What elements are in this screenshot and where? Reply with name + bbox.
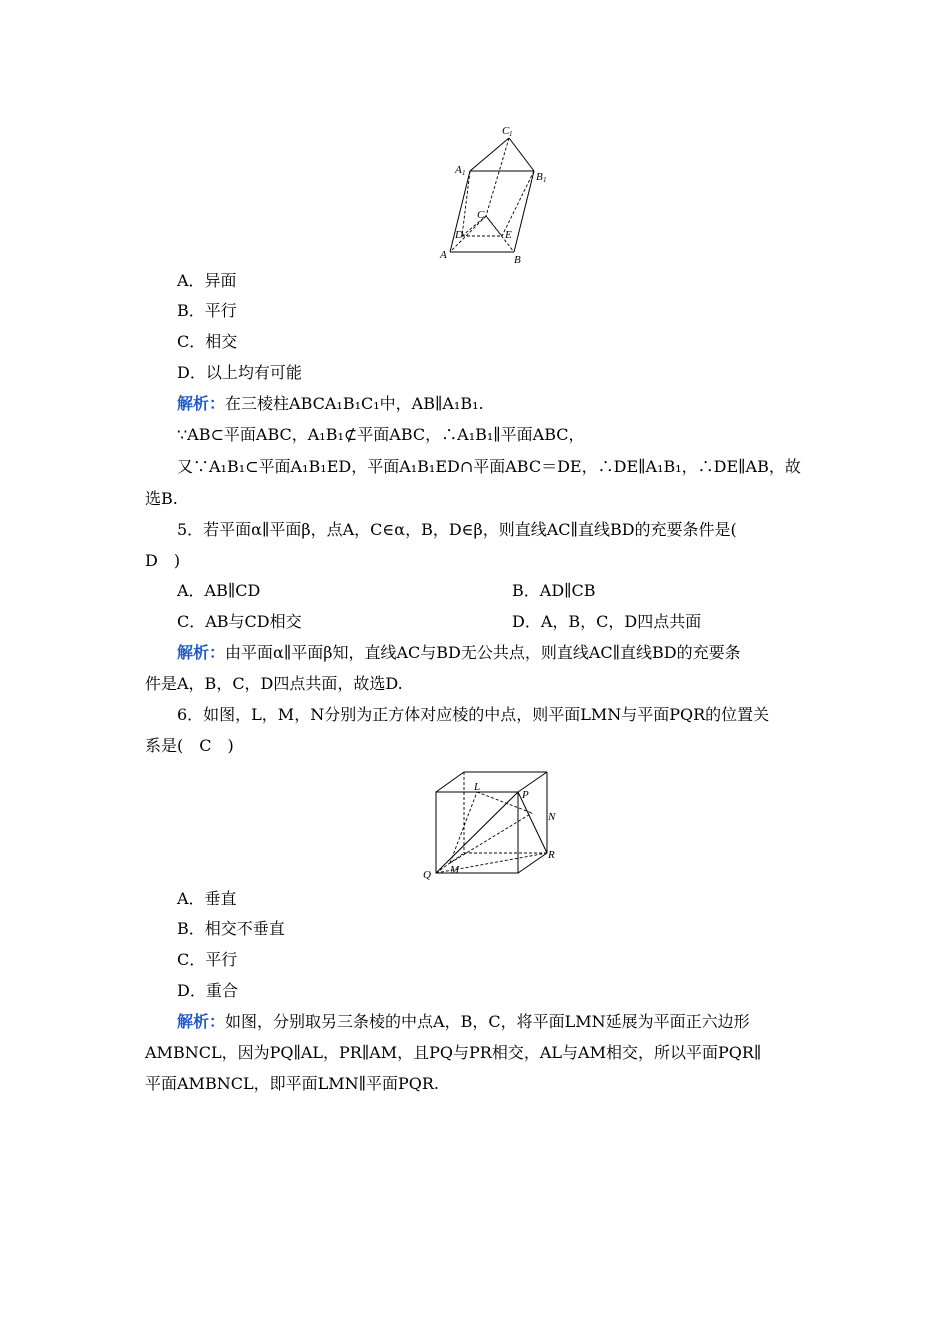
q6-option-b: B．相交不垂直	[177, 919, 285, 938]
q5-stem-line-2: D )	[145, 551, 181, 570]
vertex-label-b: B	[514, 254, 521, 266]
q6-option-a: A．垂直	[177, 889, 237, 908]
cube-label-p: P	[522, 789, 529, 801]
cube-diagram	[420, 765, 570, 885]
vertex-label-a1: A	[455, 164, 462, 176]
q6-analysis-line-1: 解析：如图，分别取另三条棱的中点A，B，C，将平面LMN延展为平面正六边形	[177, 1012, 750, 1031]
cube-label-n: N	[548, 811, 556, 823]
analysis-label: 解析：	[177, 394, 226, 413]
q5-analysis-line-2: 件是A，B，C，D四点共面，故选D.	[145, 674, 403, 693]
vertex-label-e: E	[505, 229, 512, 241]
q4-option-c: C．相交	[177, 332, 238, 351]
vertex-label-b1: B	[536, 171, 543, 183]
q6-stem-line-1: 6．如图，L，M，N分别为正方体对应棱的中点，则平面LMN与平面PQR的位置关	[177, 705, 770, 724]
q4-analysis-line-2: ∵AB⊂平面ABC，A₁B₁⊄平面ABC，∴A₁B₁∥平面ABC，	[177, 425, 585, 444]
svg-text:1: 1	[543, 176, 547, 184]
q6-option-c: C．平行	[177, 950, 238, 969]
q5-option-b: B．AD∥CB	[512, 581, 596, 600]
q5-option-a: A．AB∥CD	[177, 581, 261, 600]
q5-analysis-line-1: 解析：由平面α∥平面β知，直线AC与BD无公共点，则直线AC∥直线BD的充要条	[177, 643, 741, 662]
q4-option-a: A．异面	[177, 271, 237, 290]
vertex-label-a: A	[440, 249, 447, 261]
prism-diagram	[430, 118, 570, 268]
prism-figure	[430, 118, 570, 268]
q4-option-d: D．以上均有可能	[177, 363, 302, 382]
q4-analysis-line-1: 解析：在三棱柱ABCA₁B₁C₁中，AB∥A₁B₁.	[177, 394, 484, 413]
q4-option-b: B．平行	[177, 301, 237, 320]
q6-stem-line-2: 系是( C )	[145, 736, 234, 755]
q6-analysis-line-2: AMBNCL，因为PQ∥AL，PR∥AM，且PQ与PR相交，AL与AM相交，所以平面PQR∥	[145, 1043, 762, 1062]
q4-analysis-line-3: 又∵A₁B₁⊂平面A₁B₁ED，平面A₁B₁ED∩平面ABC＝DE，∴DE∥A₁B₁，∴DE∥AB，故	[177, 457, 801, 476]
cube-label-m: M	[450, 864, 460, 876]
cube-label-l: L	[474, 781, 481, 793]
analysis-label: 解析：	[177, 1012, 226, 1031]
q5-option-c: C．AB与CD相交	[177, 612, 302, 631]
q5-stem-line-1: 5．若平面α∥平面β，点A，C∈α，B，D∈β，则直线AC∥直线BD的充要条件是(	[177, 520, 737, 539]
q6-analysis-line-3: 平面AMBNCL，即平面LMN∥平面PQR.	[145, 1074, 439, 1093]
q6-option-d: D．重合	[177, 981, 238, 1000]
cube-figure	[420, 765, 570, 885]
cube-label-q: Q	[423, 869, 431, 881]
cube-label-r: R	[548, 849, 555, 861]
q4-analysis-line-4: 选B.	[145, 489, 178, 508]
vertex-label-c1: C	[502, 125, 510, 137]
svg-text:1: 1	[509, 130, 513, 138]
vertex-label-d: D	[455, 229, 463, 241]
analysis-label: 解析：	[177, 643, 226, 662]
vertex-label-c: C	[477, 209, 485, 221]
svg-text:1: 1	[462, 169, 466, 177]
q5-option-d: D．A，B，C，D四点共面	[512, 612, 702, 631]
